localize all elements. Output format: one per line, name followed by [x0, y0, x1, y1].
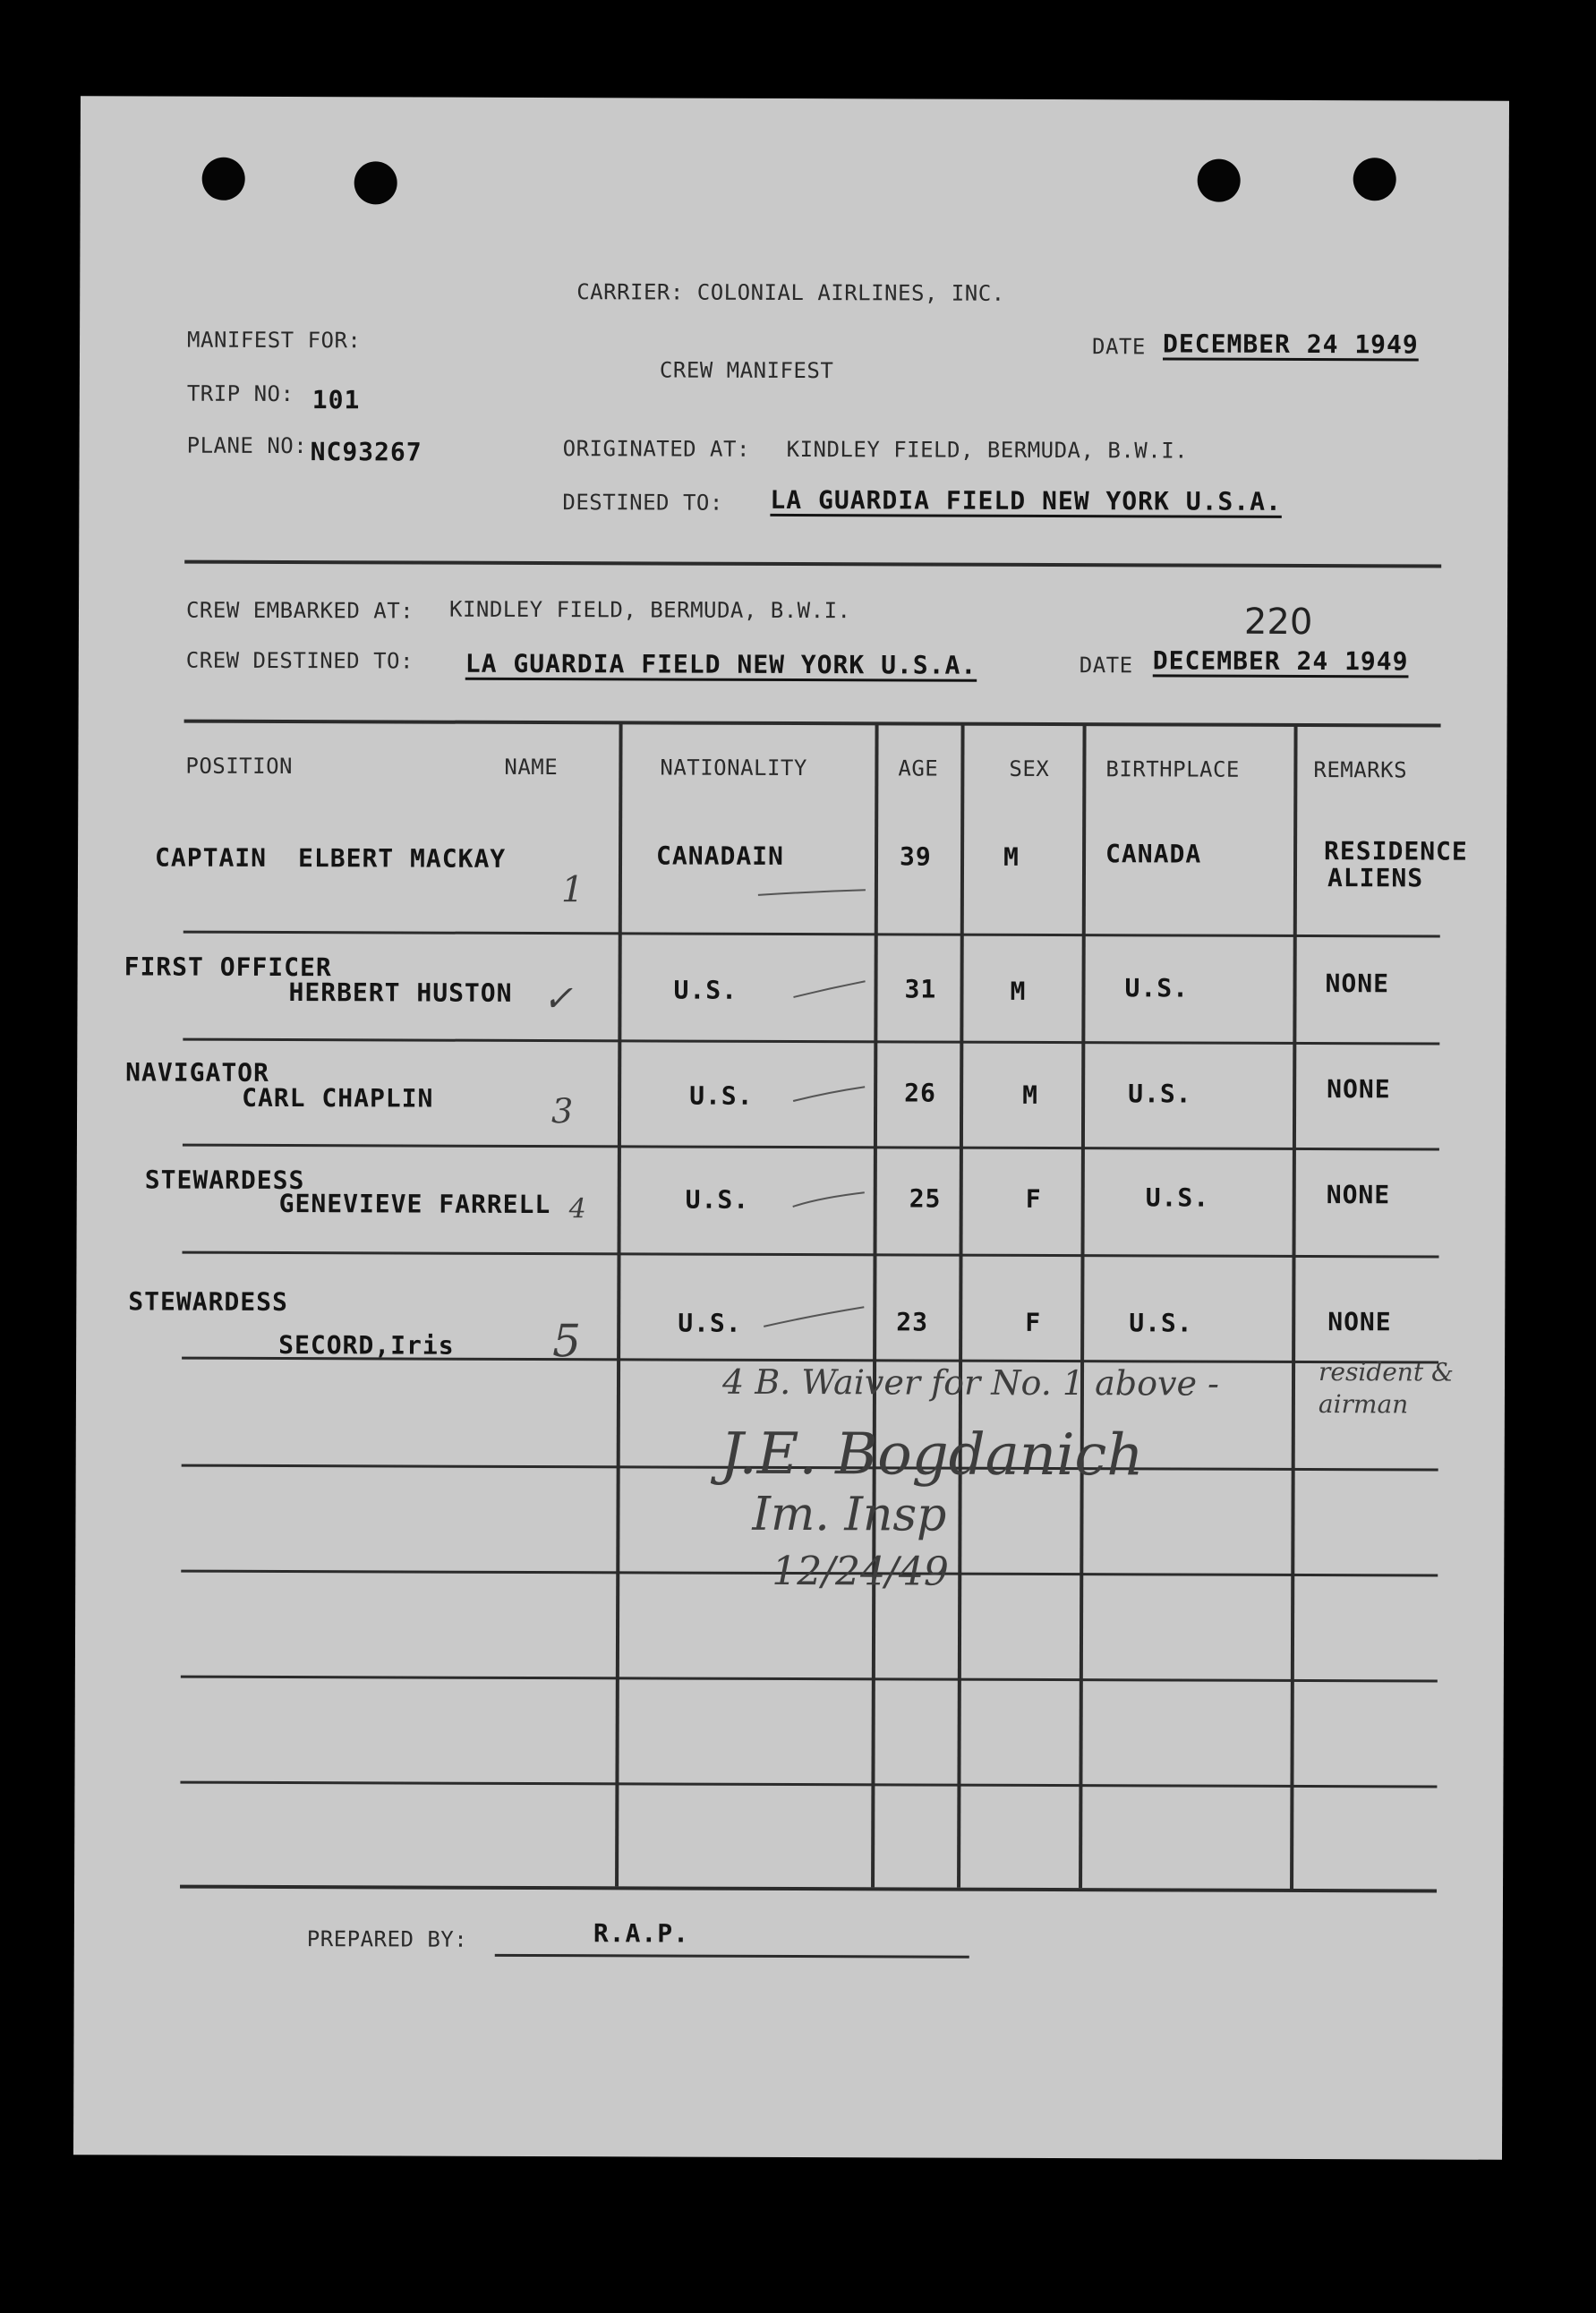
originated-value: KINDLEY FIELD, BERMUDA, B.W.I.	[786, 436, 1189, 464]
table-row-age: 25	[909, 1183, 942, 1214]
destined-value: LA GUARDIA FIELD NEW YORK U.S.A.	[770, 484, 1282, 516]
table-row-birthplace: CANADA	[1105, 839, 1202, 869]
header-position: POSITION	[185, 753, 294, 780]
manifest-title: CREW MANIFEST	[659, 357, 834, 384]
handwritten-remark: resident &	[1318, 1357, 1454, 1387]
table-row-position: CAPTAIN	[154, 842, 268, 873]
inspector-title: Im. Insp	[752, 1487, 947, 1542]
carrier-line: CARRIER: COLONIAL AIRLINES, INC.	[576, 279, 1005, 306]
check-mark: ✓	[542, 978, 574, 1020]
table-row-nationality: U.S.	[678, 1308, 742, 1338]
header-sex: SEX	[1009, 755, 1050, 782]
handwritten-remark-line-2: airman	[1318, 1389, 1409, 1420]
crew-date-label: DATE	[1079, 653, 1133, 679]
table-row-remarks: NONE	[1325, 969, 1390, 999]
table-row-nationality: CANADAIN	[656, 841, 784, 871]
table-row-name: ELBERT MACKAY	[297, 843, 507, 874]
check-mark: 1	[560, 869, 585, 911]
table-row-name: HERBERT HUSTON	[288, 977, 513, 1008]
inspector-signature: J.E. Bogdanich	[720, 1421, 1144, 1489]
table-row-name: GENEVIEVE FARRELL	[278, 1189, 551, 1220]
signature-date: 12/24/49	[772, 1548, 949, 1595]
header-age: AGE	[898, 755, 939, 781]
trip-value: 101	[312, 385, 361, 415]
table-row-birthplace: U.S.	[1145, 1182, 1210, 1213]
crew-destined-label: CREW DESTINED TO:	[185, 647, 414, 674]
prepared-by-label: PREPARED BY:	[306, 1926, 468, 1952]
plane-label: PLANE NO:	[186, 432, 308, 459]
date-label: DATE	[1091, 334, 1146, 360]
table-row-remarks: RESIDENCE	[1324, 836, 1468, 866]
table-row-sex: F	[1025, 1183, 1042, 1214]
trip-label: TRIP NO:	[186, 380, 294, 407]
table-row-remarks: NONE	[1327, 1307, 1392, 1337]
table-row-nationality: U.S.	[673, 975, 738, 1005]
table-row-remarks: NONE	[1327, 1074, 1391, 1105]
crew-embarked-value: KINDLEY FIELD, BERMUDA, B.W.I.	[448, 596, 851, 624]
table-row-birthplace: U.S.	[1124, 973, 1190, 1003]
crew-embarked-label: CREW EMBARKED AT:	[185, 597, 414, 624]
table-row-name: SECORD,Iris	[278, 1330, 455, 1361]
table-row-age: 39	[900, 841, 932, 872]
date-value: DECEMBER 24 1949	[1163, 329, 1419, 360]
table-row-name: CARL CHAPLIN	[242, 1082, 434, 1114]
table-row-position: STEWARDESS	[128, 1286, 288, 1318]
table-row-position: FIRST OFFICER	[124, 952, 332, 983]
table-row-nationality: U.S.	[689, 1080, 754, 1111]
pencil-strokes	[73, 96, 1509, 2160]
table-row-remarks: NONE	[1326, 1180, 1391, 1210]
check-mark: 4	[568, 1193, 586, 1225]
handwritten-waiver-note: 4 B. Waiver for No. 1 above -	[721, 1361, 1219, 1404]
table-row-position: NAVIGATOR	[125, 1057, 269, 1088]
table-row-nationality: U.S.	[685, 1184, 750, 1215]
check-mark: 3	[550, 1091, 574, 1131]
header-nationality: NATIONALITY	[660, 755, 807, 781]
crew-destined-value: LA GUARDIA FIELD NEW YORK U.S.A.	[465, 648, 977, 680]
stamp-number: 220	[1243, 601, 1313, 644]
table-row-sex: M	[1010, 976, 1027, 1006]
table-row-sex: M	[1003, 841, 1020, 872]
destined-label: DESTINED TO:	[562, 490, 723, 516]
table-row-birthplace: U.S.	[1128, 1079, 1192, 1109]
table-row-sex: F	[1025, 1307, 1042, 1337]
plane-value: NC93267	[310, 437, 422, 467]
crew-date-value: DECEMBER 24 1949	[1152, 645, 1409, 677]
manifest-for-label: MANIFEST FOR:	[187, 327, 362, 354]
table-row-sex: M	[1022, 1080, 1039, 1110]
table-row-position: STEWARDESS	[144, 1165, 305, 1196]
header-name: NAME	[504, 754, 559, 781]
table-row-age: 23	[896, 1307, 929, 1337]
header-birthplace: BIRTHPLACE	[1105, 756, 1240, 782]
header-remarks: REMARKS	[1313, 757, 1408, 783]
table-row-remarks-line-2: ALIENS	[1327, 863, 1424, 893]
table-row-birthplace: U.S.	[1129, 1308, 1193, 1338]
table-row-age: 31	[904, 974, 937, 1004]
prepared-by-value: R.A.P.	[593, 1918, 690, 1949]
table-row-age: 26	[904, 1078, 936, 1108]
manifest-page	[73, 96, 1509, 2160]
check-mark: 5	[552, 1315, 582, 1368]
originated-label: ORIGINATED AT:	[562, 436, 750, 462]
